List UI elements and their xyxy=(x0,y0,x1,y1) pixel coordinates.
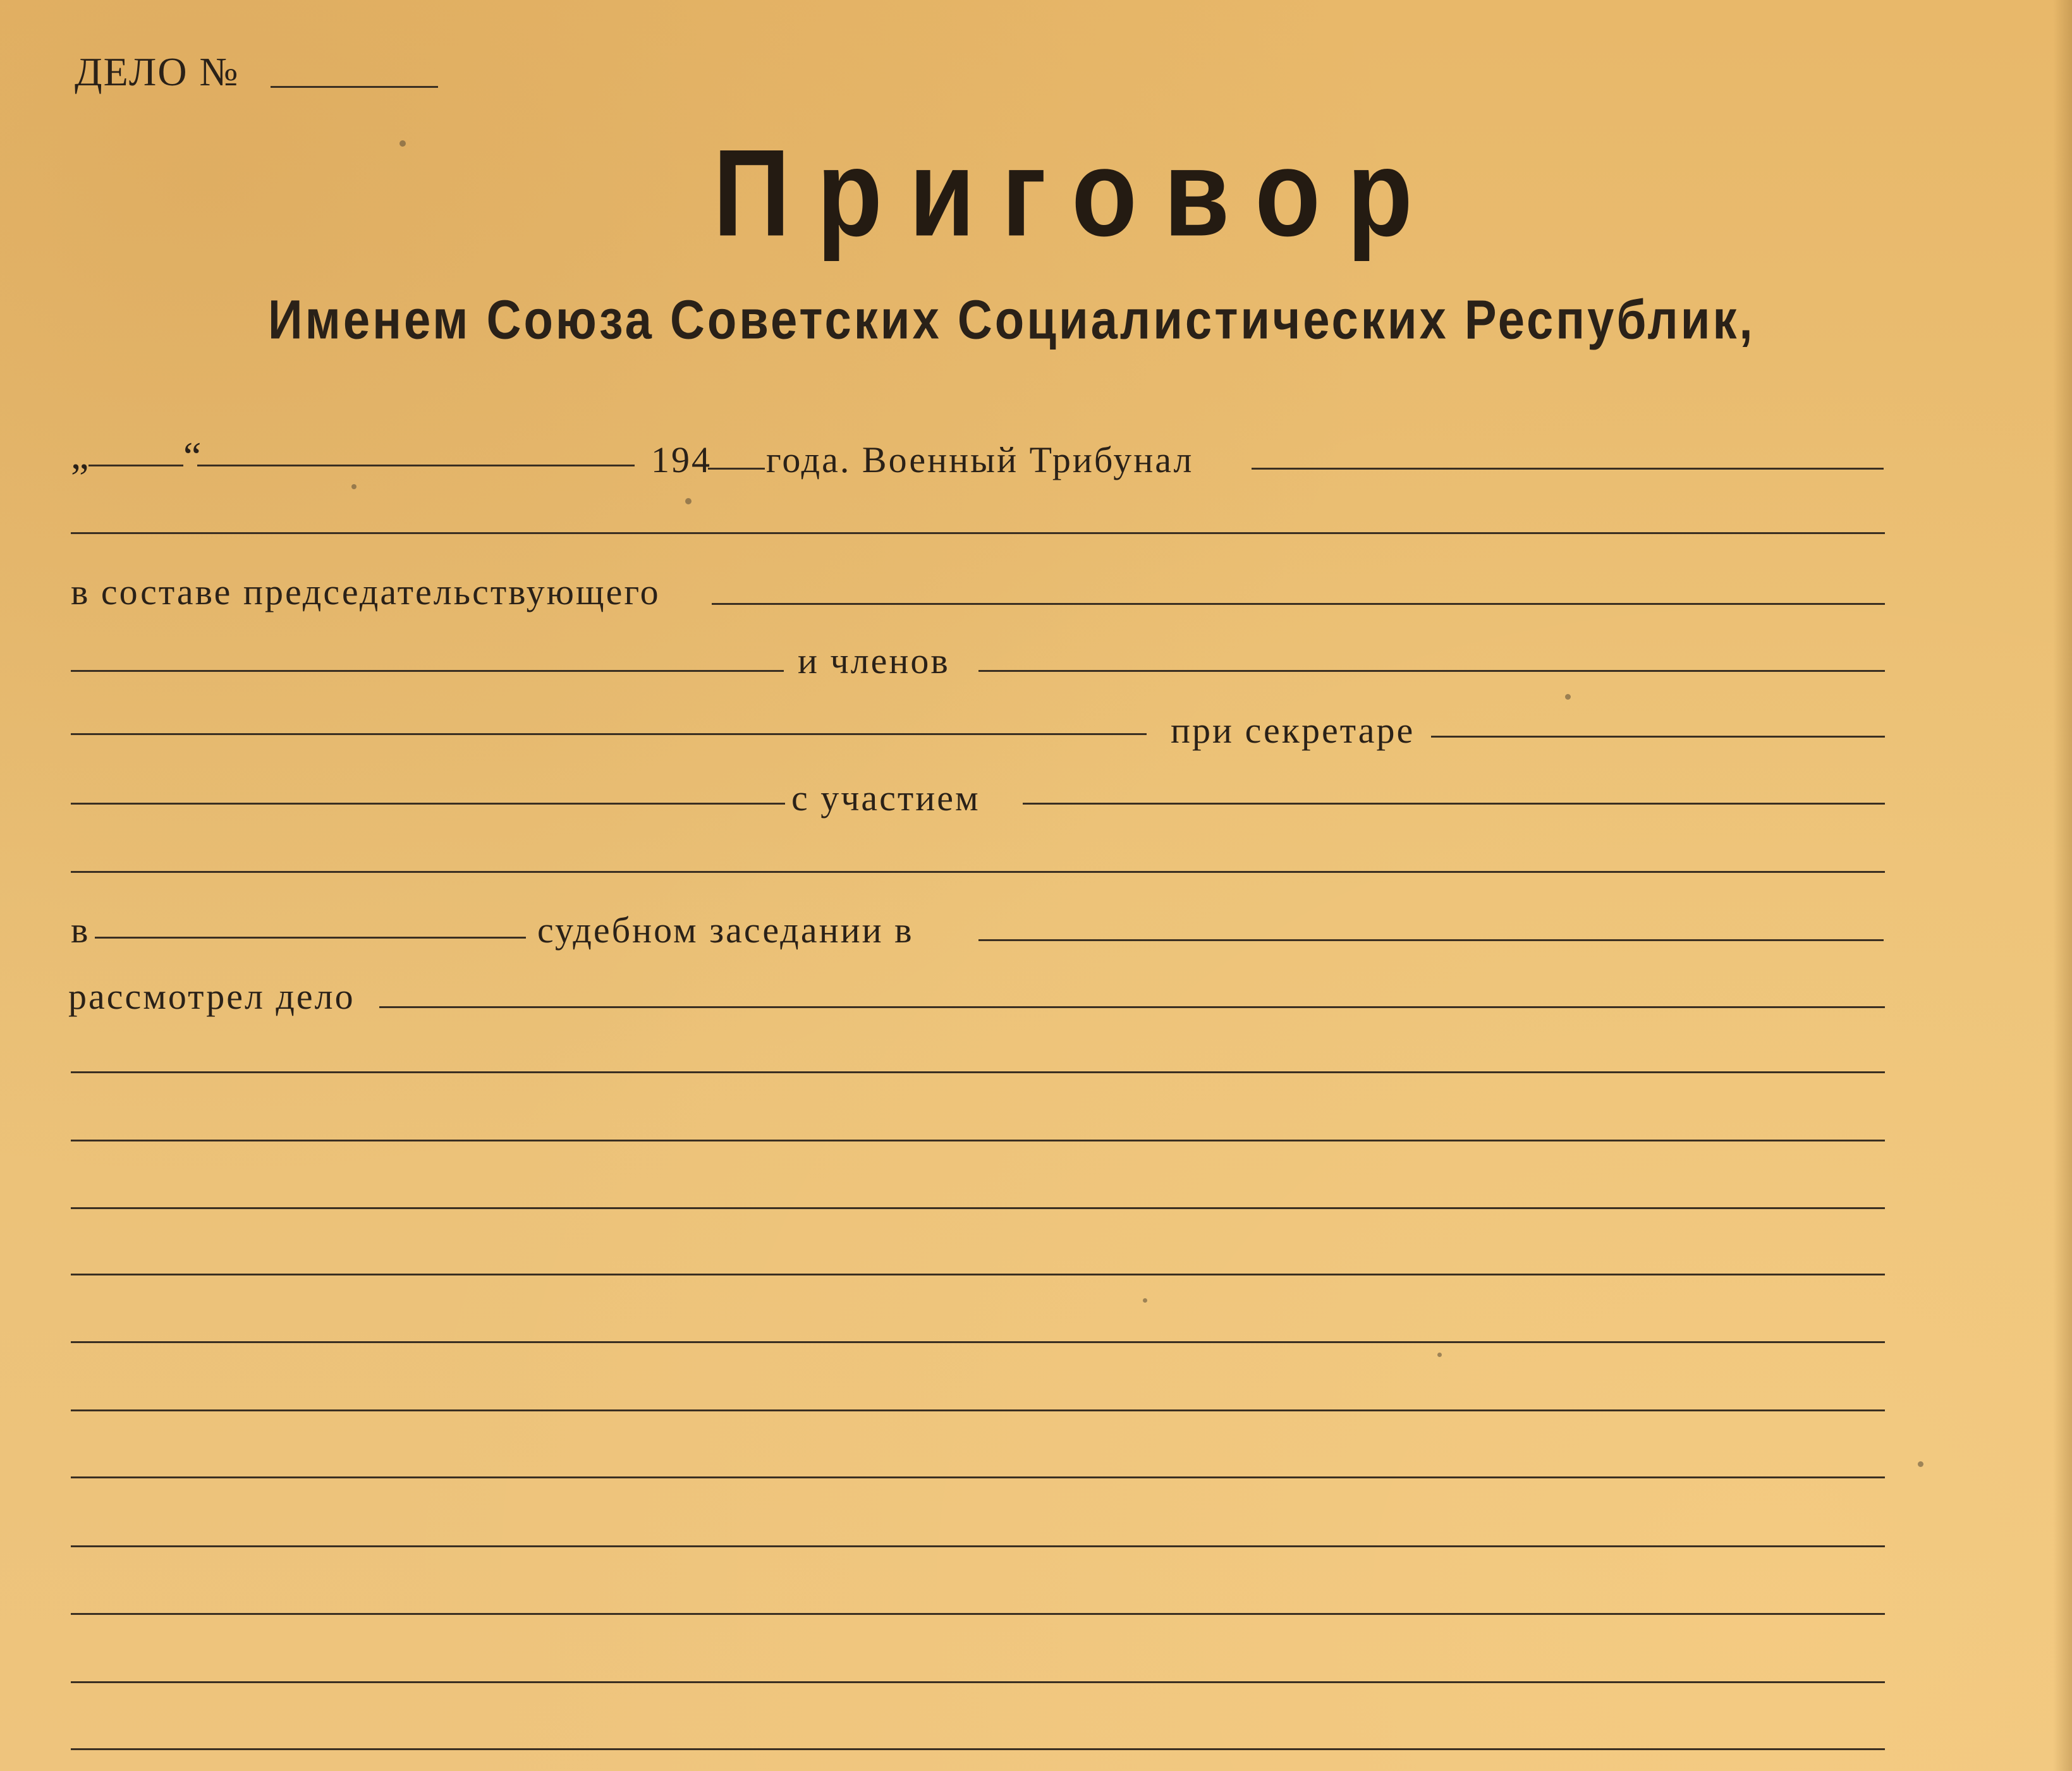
tribunal-name-field[interactable] xyxy=(1252,468,1884,470)
date-open-quote: „ xyxy=(71,432,91,477)
case-description-line[interactable] xyxy=(71,1341,1885,1343)
case-number-field[interactable] xyxy=(271,86,438,88)
examined-case-label: рассмотрел дело xyxy=(68,976,355,1017)
case-description-line[interactable] xyxy=(71,1681,1885,1683)
case-description-line[interactable] xyxy=(71,1274,1885,1275)
case-number-label: ДЕЛО № xyxy=(75,49,240,94)
case-description-line[interactable] xyxy=(71,1748,1885,1750)
participation-label: с участием xyxy=(791,777,980,819)
paper-speck xyxy=(351,484,357,489)
members-label: и членов xyxy=(798,640,950,681)
session-prefix-label: в xyxy=(71,910,90,951)
session-type-field[interactable] xyxy=(95,937,526,939)
secretary-field[interactable] xyxy=(1431,736,1885,738)
paper-speck xyxy=(1918,1461,1923,1467)
case-description-line[interactable] xyxy=(71,1613,1885,1615)
case-description-line[interactable] xyxy=(71,1140,1885,1141)
members-continuation-field[interactable] xyxy=(71,733,1147,735)
paper-speck xyxy=(685,498,692,504)
date-close-quote: “ xyxy=(183,434,204,478)
presiding-judge-continuation-field[interactable] xyxy=(71,670,784,672)
year-prefix-label: 194 xyxy=(651,439,712,480)
case-description-line[interactable] xyxy=(71,1071,1885,1073)
case-description-line[interactable] xyxy=(71,1207,1885,1209)
paper-speck xyxy=(1565,694,1571,700)
presiding-judge-label: в составе председательствующего xyxy=(71,571,661,612)
paper-speck xyxy=(1143,1298,1147,1303)
case-description-line[interactable] xyxy=(71,1409,1885,1411)
participation-continuation-field[interactable] xyxy=(71,871,1885,873)
paper-speck xyxy=(1437,1353,1442,1357)
case-description-line[interactable] xyxy=(71,1545,1885,1547)
members-field[interactable] xyxy=(978,670,1885,672)
tribunal-name-continuation-field[interactable] xyxy=(71,532,1885,534)
case-description-field[interactable] xyxy=(379,1006,1885,1008)
paper-speck xyxy=(399,140,406,147)
date-day-field[interactable] xyxy=(88,465,183,466)
document-subtitle: Именем Союза Советских Социалистических Республик, xyxy=(268,289,1755,351)
participation-field[interactable] xyxy=(1023,803,1885,805)
date-month-field[interactable] xyxy=(197,465,635,466)
secretary-label: при секретаре xyxy=(1171,710,1415,751)
session-label: судебном заседании в xyxy=(537,910,914,951)
case-description-line[interactable] xyxy=(71,1476,1885,1478)
presiding-judge-field[interactable] xyxy=(712,603,1885,605)
paper-edge-shadow xyxy=(2053,0,2072,1771)
tribunal-label: года. Военный Трибунал xyxy=(766,439,1194,480)
secretary-continuation-field[interactable] xyxy=(71,803,785,805)
document-title: Приговор xyxy=(713,124,1439,262)
session-location-field[interactable] xyxy=(978,939,1884,941)
year-digit-field[interactable] xyxy=(708,468,765,470)
